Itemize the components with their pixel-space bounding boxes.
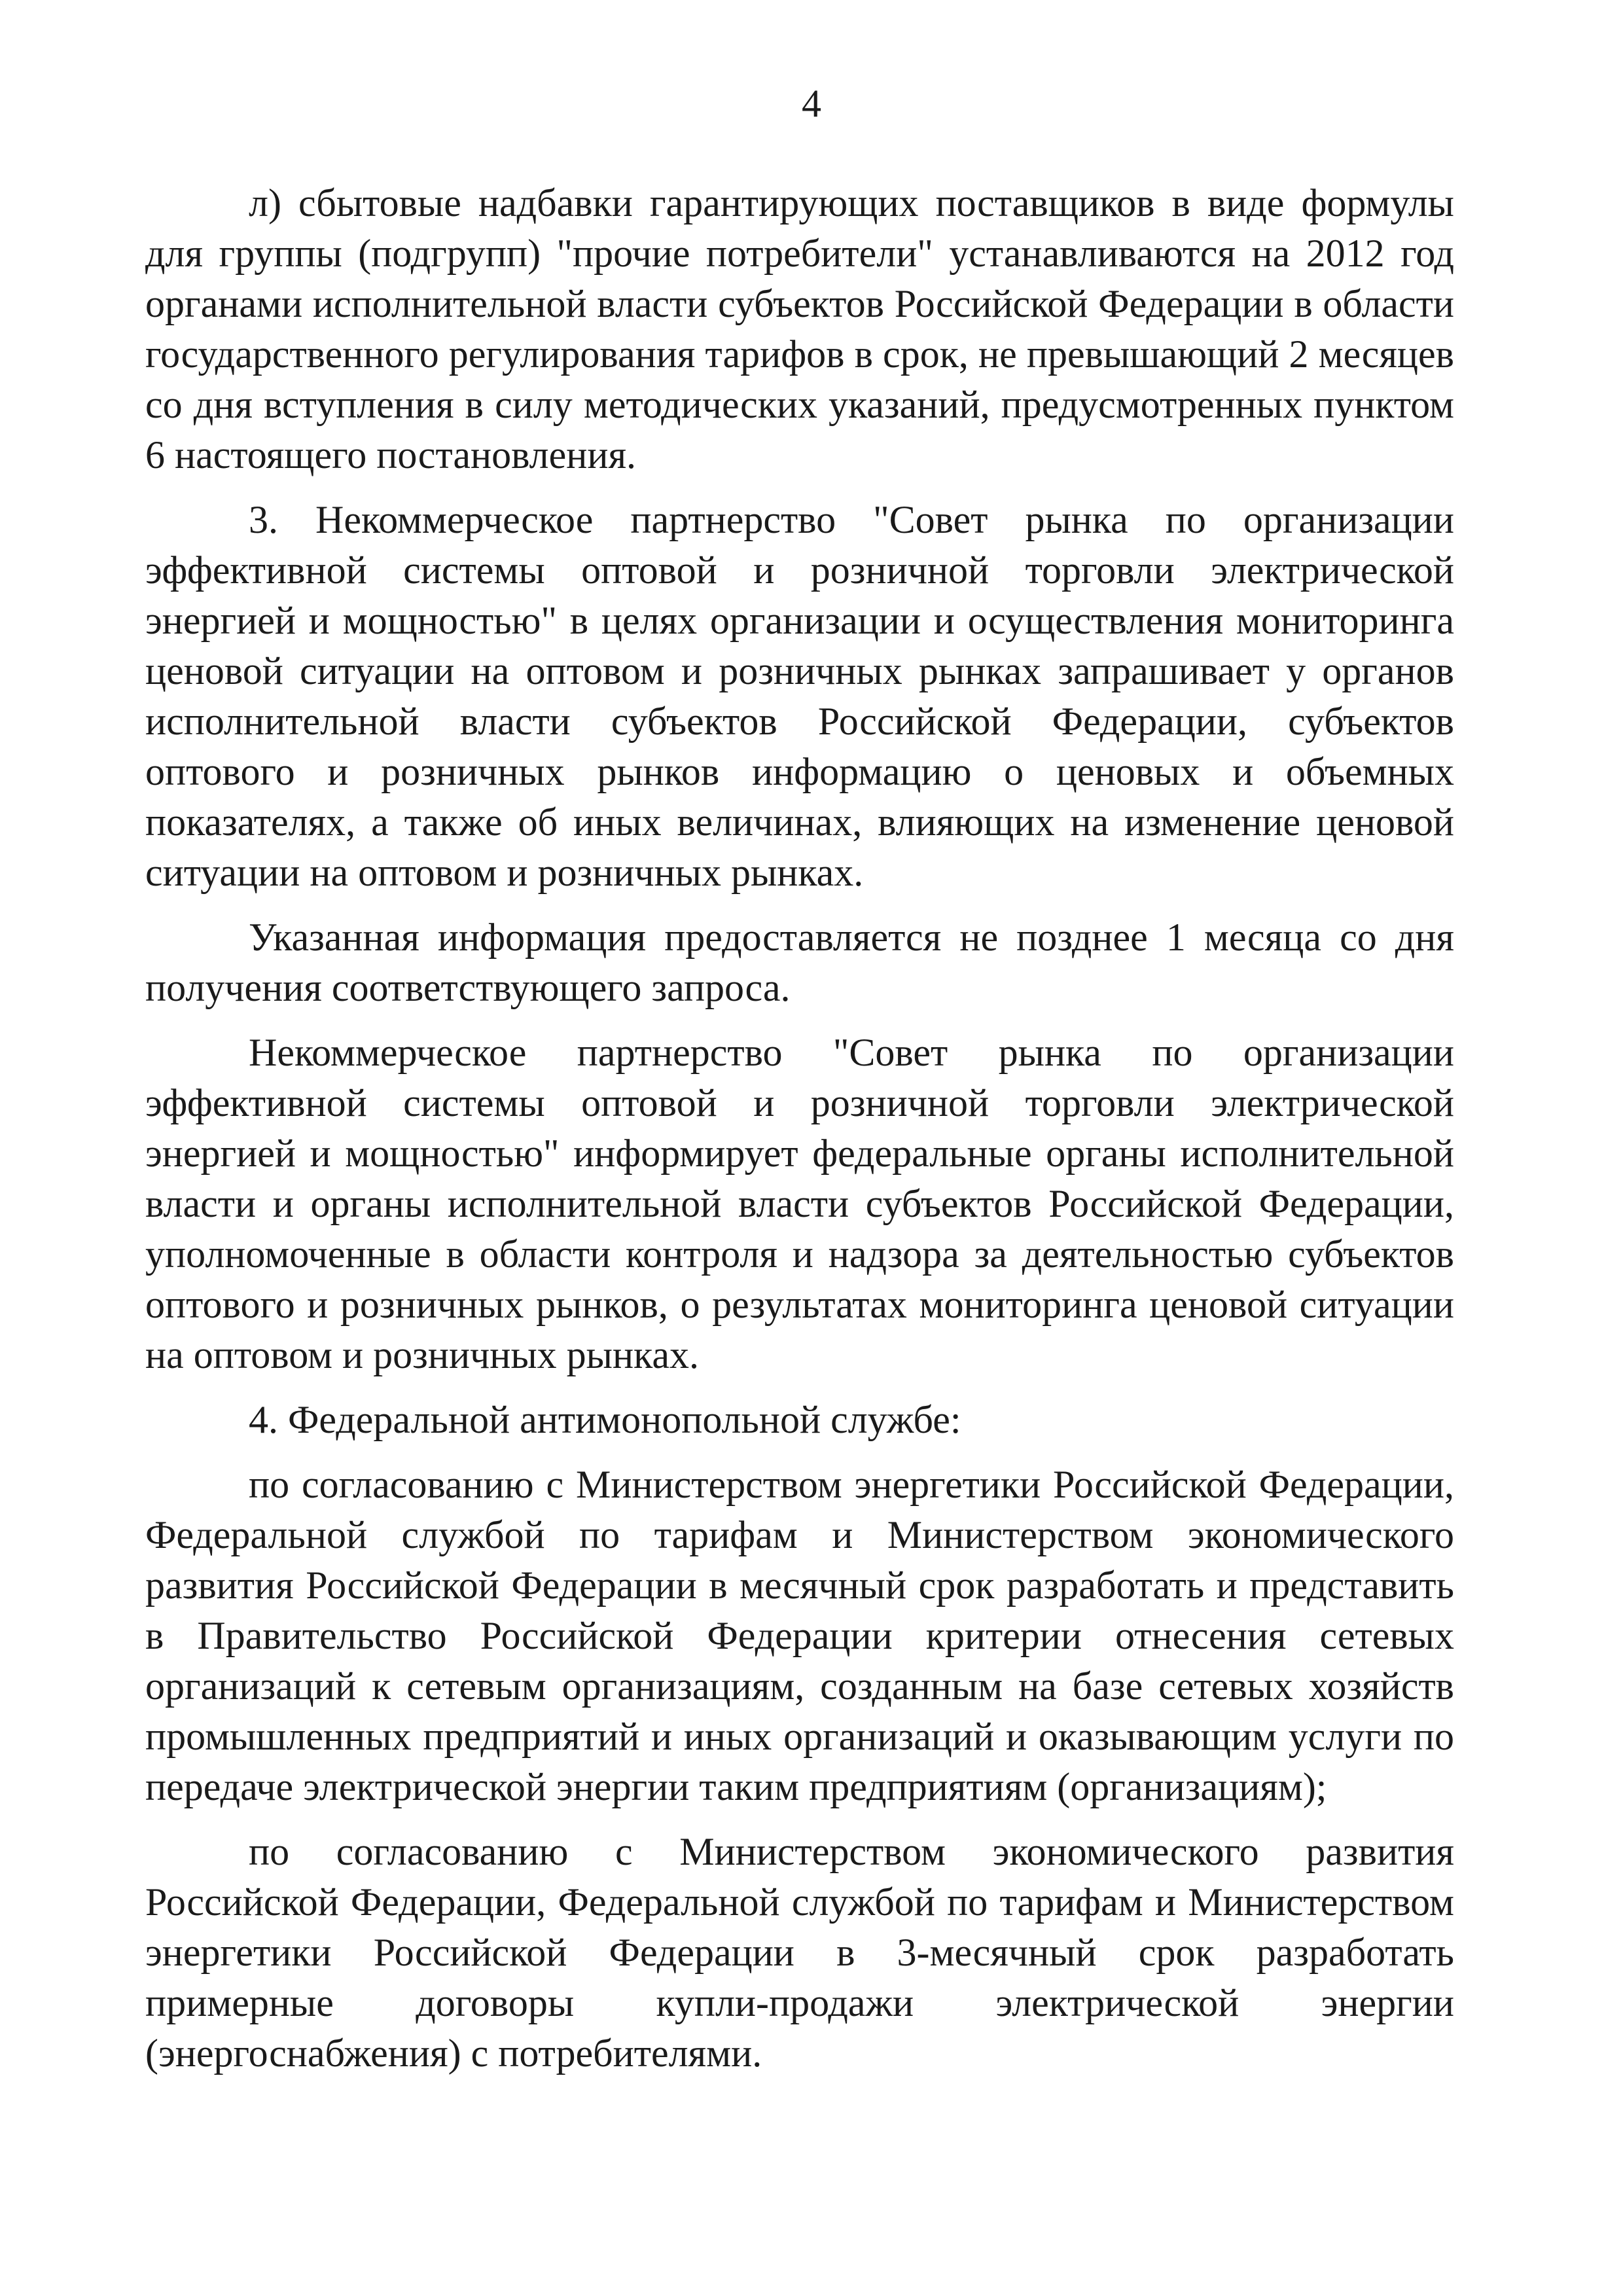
paragraph-partnership-informs: Некоммерческое партнерство "Совет рынка по организации эффективной системы оптовой и розничной торговли электрической энергией и мощностью" информирует федеральные органы исполнительной власти и органы исполнительной власти субъектов Российской Федерации, уполномоченные в области контроля и надзора за деятельностью субъектов оптового и розничных рынков, о результатах мониторинга ценовой ситуации на оптовом и розничных рынках. — [145, 1031, 1454, 1376]
paragraph-criteria: по согласованию с Министерством энергетики Российской Федерации, Федеральной службой по тарифам и Министерством экономического развития Российской Федерации в месячный срок разработать и представить в Правительство Российской Федерации критерии отнесения сетевых организаций к сетевым организациям, созданным на базе сетевых хозяйств промышленных предприятий и иных организаций и оказывающим услуги по передаче электрической энергии таким предприятиям (организациям); — [145, 1463, 1454, 1808]
paragraph-item-3: 3. Некоммерческое партнерство "Совет рынка по организации эффективной системы оптовой и розничной торговли электрической энергией и мощностью" в целях организации и осуществления мониторинга ценовой ситуации на оптовом и розничных рынках запрашивает у органов исполнительной власти субъектов Российской Федерации, субъектов оптового и розничных рынков информацию о ценовых и объемных показателях, а также об иных величинах, влияющих на изменение ценовой ситуации на оптовом и розничных рынках. — [145, 498, 1454, 894]
document-body — [145, 178, 1454, 2079]
paragraph-l-subitem: л) сбытовые надбавки гарантирующих поставщиков в виде формулы для группы (подгрупп) "прочие потребители" устанавливаются на 2012 год органами исполнительной власти субъектов Российской Федерации в области государственного регулирования тарифов в срок, не превышающий 2 месяцев со дня вступления в силу методических указаний, предусмотренных пунктом 6 настоящего постановления. — [145, 181, 1454, 476]
paragraph-info-deadline: Указанная информация предоставляется не позднее 1 месяца со дня получения соответствующего запроса. — [145, 916, 1454, 1009]
paragraph-item-4: 4. Федеральной антимонопольной службе: — [249, 1398, 961, 1441]
page-number: 4 — [802, 82, 821, 125]
paragraph-contracts: по согласованию с Министерством экономического развития Российской Федерации, Федеральной службой по тарифам и Министерством энергетики Российской Федерации в 3-месячный срок разработать примерные договоры купли-продажи электрической энергии (энергоснабжения) с потребителями. — [145, 1830, 1454, 2075]
